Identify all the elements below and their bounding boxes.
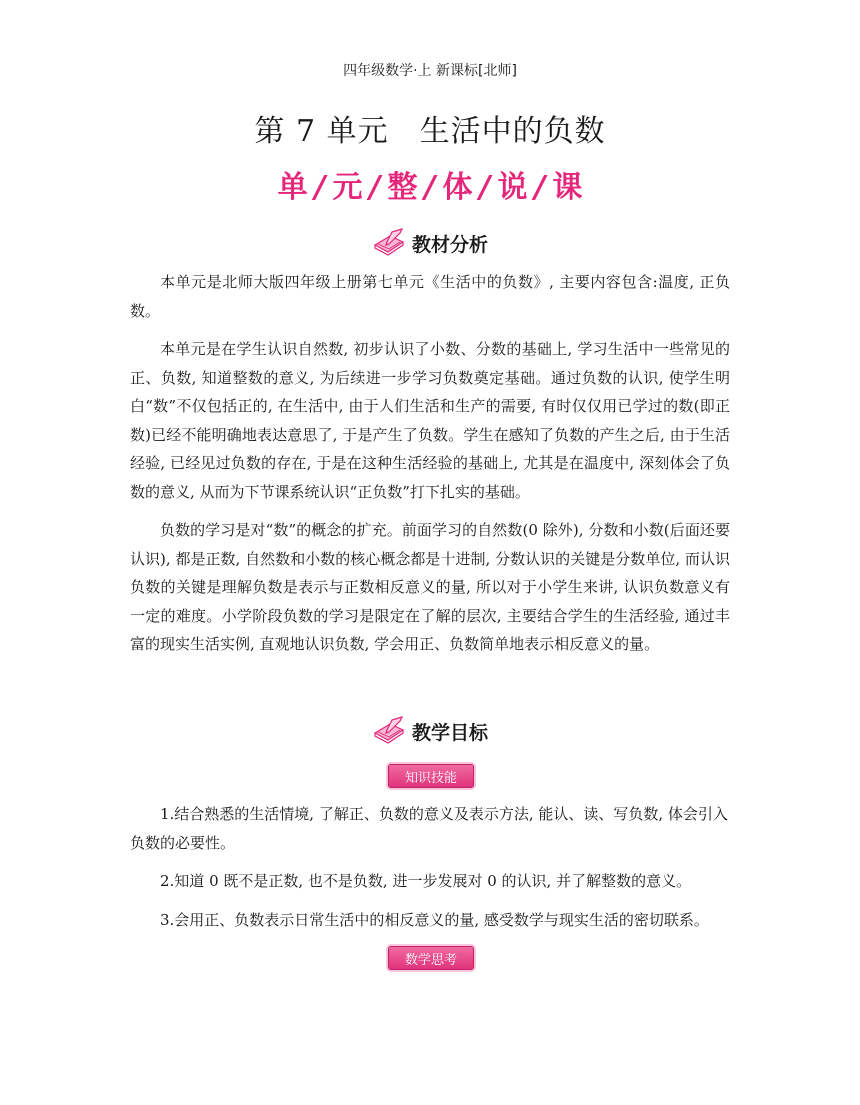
paragraph: 本单元是在学生认识自然数, 初步认识了小数、分数的基础上, 学习生活中一些常见的正、负数, 知道整数的意义, 为后续进一步学习负数奠定基础。通过负数的认识, 使学生明白“数”不仅包括正的, 在生活中, 由于人们生活和生产的需要, 有时仅仅用已学过的数(即正数)已经不能明确地表达意思了, 于是产生了负数。学生在感知了负数的产生之后, 由于生活经验, 已经见过负数的存在, 于是在这种生活经验的基础上, 尤其是在温度中, 深刻体会了负数的意义, 从而为下节课系统认识“正负数”打下扎实的基础。 [130,340,730,501]
unit-subtitle [0,162,860,206]
subtitle-separator: / [424,170,436,205]
subtitle-separator: / [314,170,326,205]
subtitle-char: 整 [387,170,418,205]
pencil-book-icon [372,228,406,258]
subtitle-separator: / [534,170,546,205]
subtitle-char: 课 [552,170,583,205]
analysis-body [130,268,730,659]
goal-item: 1.结合熟悉的生活情境, 了解正、负数的意义及表示方法, 能认、读、写负数, 体会引入负数的必要性。 [130,805,728,852]
pencil-book-icon [372,716,406,746]
subtitle-separator: / [369,170,381,205]
section-heading-analysis [0,228,860,258]
subtitle-char: 元 [332,170,363,205]
tag-knowledge-skills: 知识技能 [388,764,474,788]
subtitle-char: 单 [277,170,308,205]
paragraph: 负数的学习是对“数”的概念的扩充。前面学习的自然数(0 除外), 分数和小数(后面还要认识), 都是正数, 自然数和小数的核心概念都是十进制, 分数认识的关键是分数单位, 而认识负数的关键是理解负数是表示与正数相反意义的量, 所以对于小学生来讲, 认识负数意义有一定的难度。小学阶段负数的学习是限定在了解的层次, 主要结合学生的生活经验, 通过丰富的现实生活实例, 直观地认识负数, 学会用正、负数简单地表示相反意义的量。 [130,521,730,653]
goal-item: 2.知道 0 既不是正数, 也不是负数, 进一步发展对 0 的认识, 并了解整数的意义。 [160,872,692,890]
running-header: 四年级数学·上 新课标[北师] [343,63,517,79]
goals-list [130,800,730,934]
unit-title: 第 7 单元 生活中的负数 [254,114,606,149]
goal-item: 3.会用正、负数表示日常生活中的相反意义的量, 感受数学与现实生活的密切联系。 [160,910,709,929]
paragraph: 本单元是北师大版四年级上册第七单元《生活中的负数》, 主要内容包含:温度, 正负数。 [130,273,730,320]
tag-math-thinking: 数学思考 [388,946,474,970]
subtitle-separator: / [479,170,491,205]
section-heading-goals [0,716,860,746]
subtitle-char: 体 [442,170,473,205]
section-title: 教材分析 [411,233,488,256]
subtitle-char: 说 [497,170,528,205]
section-title: 教学目标 [411,721,488,744]
